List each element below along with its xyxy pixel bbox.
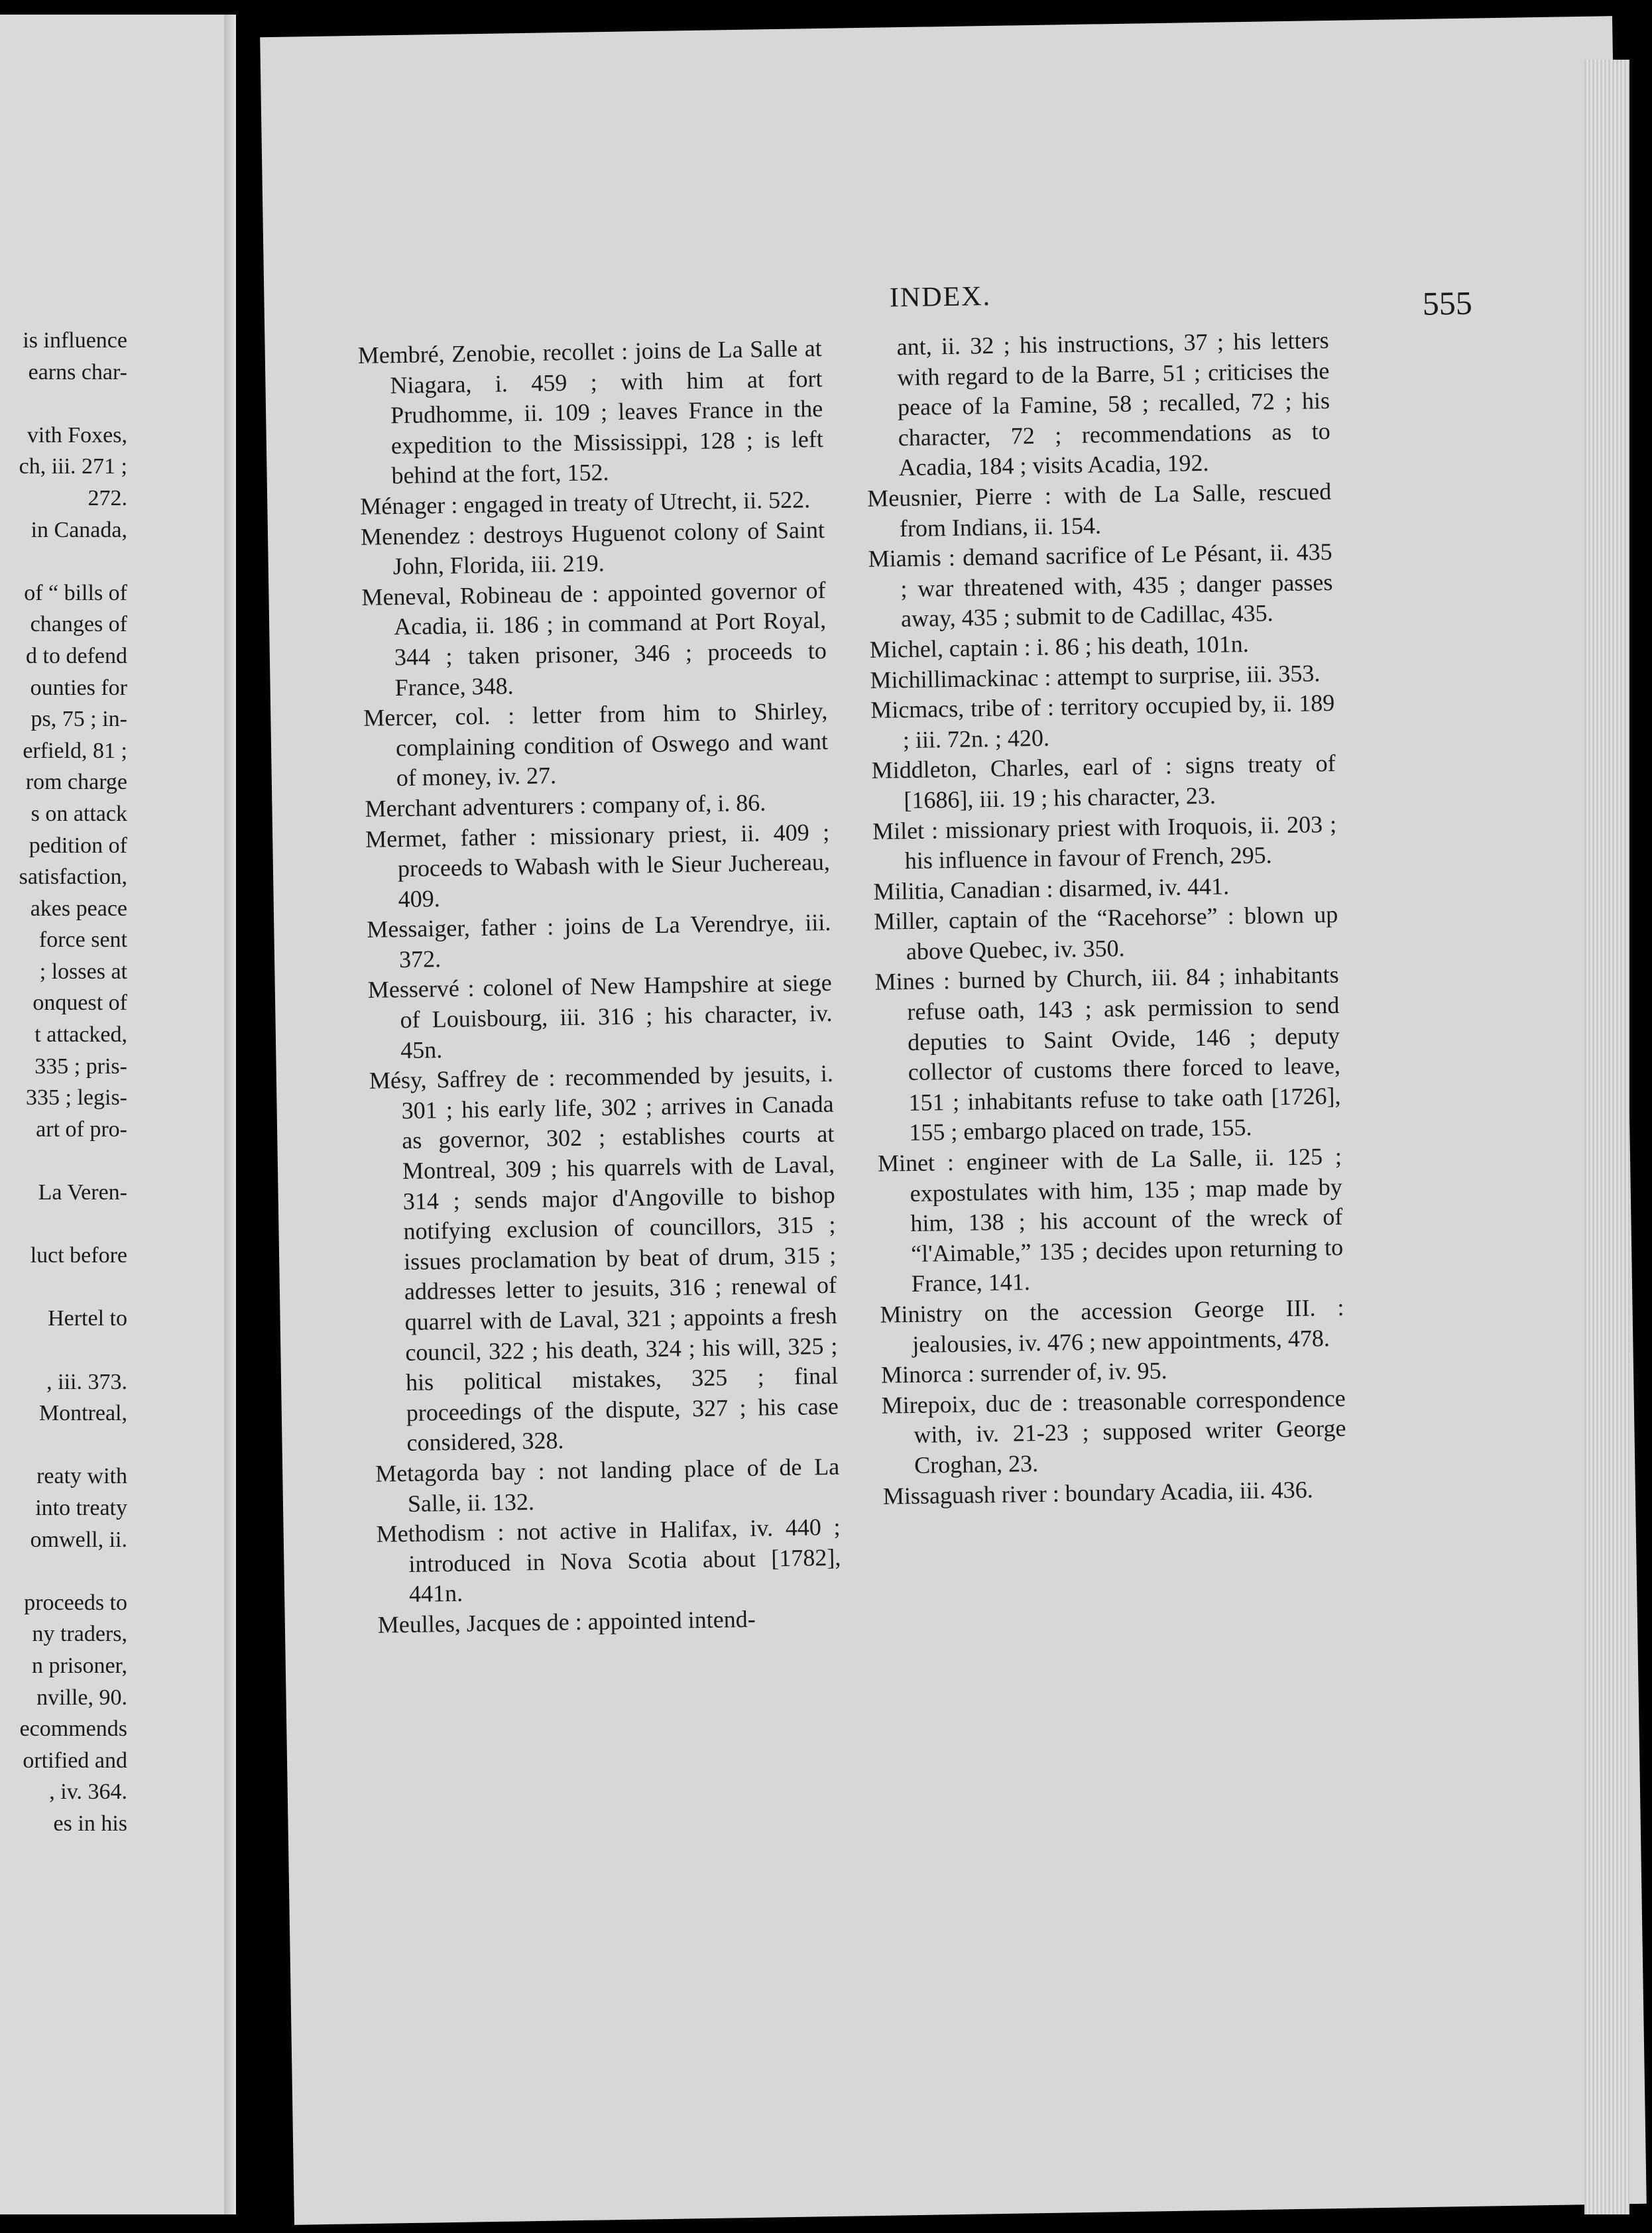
facing-page-line: ps, 75 ; in- — [30, 707, 127, 732]
facing-page-line — [0, 1209, 127, 1240]
facing-page-line: n prisoner, — [31, 1653, 127, 1678]
facing-page-line: force sent — [38, 928, 127, 953]
facing-page-line — [0, 1272, 127, 1303]
facing-page-line: ortified and — [23, 1748, 127, 1773]
facing-page-line: vith Foxes, — [27, 422, 127, 448]
index-entry: Meulles, Jacques de : appointed intend- — [377, 1605, 756, 1638]
facing-page-line: earns char- — [28, 359, 127, 385]
facing-page-line: changes of — [30, 612, 127, 637]
index-entry: Mines : burned by Church, iii. 84 ; inhabitants refuse oath, 143 ; ask permission to send deputies to Saint Ovide, 146 ; deputy collector of customs there forced to leave, 151 ; inhabitants refuse to take oath [1726], 155 ; embargo placed on trade, 155. — [874, 961, 1341, 1146]
facing-page-line: La Veren- — [38, 1180, 127, 1205]
index-entry: Meneval, Robineau de : appointed governor of Acadia, ii. 186 ; in command at Port Royal, 344 ; taken prisoner, 346 ; proceeds to France, 348. — [361, 576, 827, 701]
index-entry: Metagorda bay : not landing place of de La Salle, ii. 132. — [375, 1453, 840, 1517]
facing-page-line: rom charge — [25, 770, 127, 795]
running-head: INDEX. — [889, 280, 992, 314]
index-page — [260, 16, 1647, 2225]
index-entry: ant, ii. 32 ; his instructions, 37 ; his letters with regard to de la Barre, 51 ; criticises the peace of la Famine, 58 ; recalled, 72 ; his character, 72 ; recommendations as to Acadia, 184 ; visits Acadia, 192. — [896, 326, 1331, 481]
facing-page-line: d to defend — [26, 643, 127, 668]
facing-page-line: ny traders, — [32, 1622, 127, 1647]
facing-page-line: onquest of — [32, 991, 127, 1016]
index-entry: Micmacs, tribe of : territory occupied by, ii. 189 ; iii. 72n. ; 420. — [870, 690, 1335, 753]
index-entry: Minorca : surrender of, iv. 95. — [880, 1357, 1167, 1388]
index-entry: Messaiger, father : joins de La Verendrye, iii. 372. — [367, 909, 831, 973]
facing-page-line — [0, 388, 127, 420]
book-gutter — [224, 15, 236, 2214]
facing-page-line: ; losses at — [39, 959, 127, 984]
index-entry: Middleton, Charles, earl of : signs treaty of [1686], iii. 19 ; his character, 23. — [871, 750, 1336, 814]
index-entry: Mermet, father : missionary priest, ii. 409 ; proceeds to Wabash with le Sieur Juchereau, 409. — [365, 818, 831, 912]
index-entry: Missaguash river : boundary Acadia, iii. 436. — [882, 1476, 1314, 1510]
index-entry: Mercer, col. : letter from him to Shirley, complaining condition of Oswego and want of money, iv. 27. — [363, 697, 829, 792]
facing-page-line: t attacked, — [34, 1022, 127, 1048]
facing-page-line: of “ bills of — [24, 580, 127, 605]
facing-page-line: 335 ; pris- — [34, 1054, 127, 1079]
index-entry: Mésy, Saffrey de : recommended by jesuits, i. 301 ; his early life, 302 ; arrives in Canada as governor, 302 ; establishes courts at Montreal, 309 ; his quarrels with de Laval, 314 ; sends major d'Angoville to bishop notifying exclusion of councillors, 315 ; issues proclamation by beat of drum, 315 ; addresses letter to jesuits, 316 ; renewal of quarrel with de Laval, 321 ; appoints a fresh council, 322 ; his death, 324 ; his will, 325 ; his political mistakes, 325 ; final proceedings of the dispute, 327 ; his case considered, 328. — [369, 1060, 839, 1457]
facing-page-line: reaty with — [36, 1464, 127, 1489]
index-entry: Milet : missionary priest with Iroquois, ii. 203 ; his influence in favour of French, 295. — [872, 810, 1337, 875]
page-number: 555 — [1422, 284, 1473, 322]
index-entry: Miamis : demand sacrifice of Le Pésant, ii. 435 ; war threatened with, 435 ; danger passes away, 435 ; submit to de Cadillac, 435. — [868, 538, 1333, 633]
page-edges — [1584, 60, 1629, 2214]
facing-page-column — [0, 325, 127, 1840]
index-entry: Messervé : colonel of New Hampshire at siege of Louisbourg, iii. 316 ; his character, iv. 45n. — [367, 969, 833, 1063]
facing-page-line — [0, 1555, 127, 1587]
facing-page-line: ecommends — [19, 1717, 127, 1742]
facing-page-line — [0, 1429, 127, 1461]
facing-page-line: s on attack — [30, 801, 127, 826]
facing-page-line: erfield, 81 ; — [23, 738, 127, 763]
facing-page-line: proceeds to — [24, 1590, 127, 1615]
facing-page-line: es in his — [53, 1811, 127, 1836]
facing-page-line: art of pro- — [36, 1116, 127, 1142]
index-column-right — [864, 326, 1347, 1512]
facing-page-line: akes peace — [30, 896, 127, 921]
index-entry: Mirepoix, duc de : treasonable correspondence with, iv. 21-23 ; supposed writer George Croghan, 23. — [881, 1384, 1346, 1479]
index-entry: Membré, Zenobie, recollet : joins de La Salle at Niagara, i. 459 ; with him at fort Prudhomme, ii. 109 ; leaves France in the expedition to the Mississippi, 128 ; is left behind at the fort, 152. — [357, 334, 824, 489]
facing-page-line: into treaty — [35, 1495, 127, 1520]
facing-page-line: 272. — [88, 485, 127, 511]
facing-page-line — [0, 546, 127, 577]
facing-page-line — [0, 1145, 127, 1177]
facing-page-line: 335 ; legis- — [26, 1085, 127, 1111]
facing-page-line: omwell, ii. — [30, 1527, 127, 1552]
index-entry: Miller, captain of the “Racehorse” : blown up above Quebec, iv. 350. — [873, 901, 1338, 965]
facing-page-line: luct before — [30, 1243, 127, 1268]
facing-page-line: pedition of — [29, 833, 127, 858]
facing-page-line: , iii. 373. — [46, 1369, 127, 1394]
facing-page-line: ounties for — [30, 675, 127, 700]
facing-page-line: ch, iii. 271 ; — [19, 454, 127, 479]
facing-page-line: Hertel to — [48, 1306, 127, 1331]
index-entry: Meusnier, Pierre : with de La Salle, rescued from Indians, ii. 154. — [866, 477, 1332, 542]
facing-page-line: in Canada, — [30, 517, 127, 542]
facing-page-line — [0, 1335, 127, 1366]
index-entry: Menendez : destroys Huguenot colony of Saint John, Florida, iii. 219. — [360, 516, 825, 580]
index-entry: Ménager : engaged in treaty of Utrecht, ii. 522. — [360, 486, 811, 520]
index-entry: Methodism : not active in Halifax, iv. 440 ; introduced in Nova Scotia about [1782], 441n. — [376, 1513, 841, 1608]
facing-page-line: is influence — [23, 328, 127, 353]
index-column-left — [357, 333, 842, 1640]
index-entry: Militia, Canadian : disarmed, iv. 441. — [873, 873, 1230, 905]
facing-page-line: satisfaction, — [19, 865, 127, 890]
index-entry: Michel, captain : i. 86 ; his death, 101n. — [869, 630, 1249, 663]
facing-page-line: , iv. 364. — [49, 1780, 127, 1805]
index-entry: Ministry on the accession George III. : jealousies, iv. 476 ; new appointments, 478. — [880, 1294, 1344, 1358]
facing-page-line: nville, 90. — [36, 1685, 127, 1710]
facing-page — [0, 15, 233, 2214]
facing-page-line: Montreal, — [38, 1401, 127, 1426]
index-entry: Michillimackinac : attempt to surprise, iii. 353. — [870, 659, 1321, 694]
index-entry: Merchant adventurers : company of, i. 86. — [365, 789, 766, 822]
index-entry: Minet : engineer with de La Salle, ii. 125 ; expostulates with him, 135 ; map made by him, 138 ; his account of the wreck of “l'Aimable,” 135 ; decides upon returning to France, 141. — [877, 1142, 1344, 1298]
